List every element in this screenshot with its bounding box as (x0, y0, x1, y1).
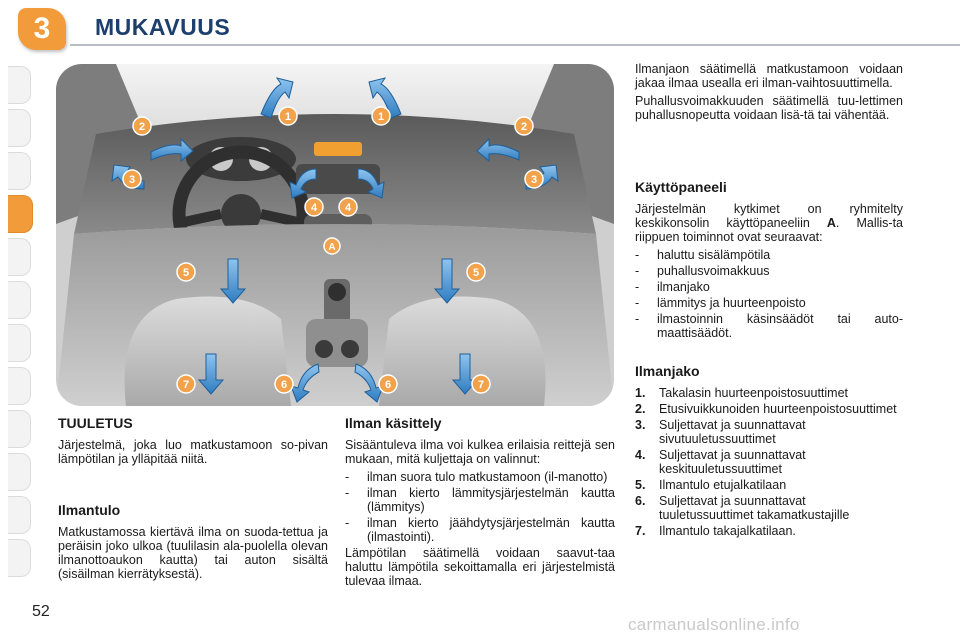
callout-5-left (177, 263, 195, 281)
callout-label: 1 (284, 111, 292, 123)
side-tab-1[interactable] (8, 66, 31, 104)
callout-6-left (275, 375, 293, 393)
text-tuuletus: Järjestelmä, joka luo matkustamoon so-pivan lämpötilan ja ylläpitää niitä. (58, 438, 328, 466)
list-item: 5. Ilmantulo etujalkatilaan (635, 478, 787, 492)
callout-label: A (328, 242, 336, 253)
heading-tuuletus: TUULETUS (58, 415, 133, 431)
callout-4-left (305, 198, 323, 216)
text-kayttopaneeli-intro: Järjestelmän kytkimet on ryhmitelty keskikonsolin käyttöpaneeliin A. Mallis-ta riippuen toiminnot ovat seuraavat: (635, 202, 903, 244)
callout-label: 5 (472, 267, 480, 279)
text-ilman-kasittely-outro: Lämpötilan säätimellä voidaan saavut-taa haluttu lämpötila sekoittamalla eri järjestelmistä tulevaa ilmaa. (345, 546, 615, 588)
callout-5-right (467, 263, 485, 281)
callout-label: 2 (520, 121, 528, 133)
callout-label: 1 (377, 111, 385, 123)
side-tab-11[interactable] (8, 496, 31, 534)
gear-knob (328, 283, 346, 301)
chapter-number: 3 (33, 12, 51, 45)
watermark: carmanualsonline.info (628, 615, 800, 634)
side-tab-3[interactable] (8, 152, 31, 190)
side-tab-9[interactable] (8, 410, 31, 448)
callout-label: 6 (280, 379, 288, 391)
list-item: 1. Takalasin huurteenpoistosuuttimet (635, 386, 849, 400)
side-tab-10[interactable] (8, 453, 31, 491)
rear-vent-right (341, 340, 359, 358)
list-item: - ilman suora tulo matkustamoon (il-manotto) (345, 470, 608, 484)
list-item: - ilmanjako (635, 280, 710, 294)
list-item: - ilman kierto jäähdytysjärjestelmän kautta (ilmastointi). (345, 516, 615, 544)
text-puhallusvoimakkuus: Puhallusvoimakkuuden säätimellä tuu-lettimen puhallusnopeutta voidaan lisä-tä tai vähentää. (635, 94, 903, 122)
heading-kayttopaneeli: Käyttöpaneeli (635, 179, 727, 195)
list-kayttopaneeli (635, 248, 903, 340)
callout-3-right (525, 170, 543, 188)
callout-1-left (279, 107, 297, 125)
side-tab-8[interactable] (8, 367, 31, 405)
callout-3-left (123, 170, 141, 188)
list-ilman-kasittely (345, 470, 615, 544)
list-item: - ilman kierto lämmitysjärjestelmän kautta (lämmitys) (345, 486, 615, 514)
text-ilmantulo: Matkustamossa kiertävä ilma on suoda-tettua ja peräisin joko ulkoa (tuulilasin ala-puolella olevan ilmanottoaukon kautta) tai auton sisältä (sisäilman kierrätyksestä). (58, 525, 328, 581)
list-item: - haluttu sisälämpötila (635, 248, 771, 262)
callout-label: 6 (384, 379, 392, 391)
callout-a (324, 238, 340, 254)
side-tab-4-active[interactable] (8, 195, 33, 233)
callout-label: 3 (128, 174, 136, 186)
center-display (314, 142, 362, 156)
side-tab-2[interactable] (8, 109, 31, 147)
list-item: 3. Suljettavat ja suunnattavat sivutuuletussuuttimet (635, 418, 806, 446)
callout-7-left (177, 375, 195, 393)
list-item: 7. Ilmantulo takajalkatilaan. (635, 524, 796, 538)
list-item: - lämmitys ja huurteenpoisto (635, 296, 806, 310)
callout-6-right (379, 375, 397, 393)
list-item: - puhallusvoimakkuus (635, 264, 770, 278)
callout-2-left (133, 117, 151, 135)
list-item: 2. Etusivuikkunoiden huurteenpoistosuuttimet (635, 402, 897, 416)
callout-label: 7 (182, 379, 190, 391)
heading-ilmanjako: Ilmanjako (635, 363, 700, 379)
callout-label: 4 (344, 202, 352, 214)
callout-7-right (472, 375, 490, 393)
text-ilman-kasittely-intro: Sisääntuleva ilma voi kulkea erilaisia reittejä sen mukaan, mitä kuljettaja on valinnut: (345, 438, 615, 466)
list-item: 6. Suljettavat ja suunnattavat tuuletussuuttimet takamatkustajille (635, 494, 850, 522)
list-item: 4. Suljettavat ja suunnattavat keskituuletussuuttimet (635, 448, 806, 476)
callout-1-right (372, 107, 390, 125)
section-ilmantulo (58, 503, 328, 585)
header-divider (70, 44, 960, 46)
side-tab-12[interactable] (8, 539, 31, 577)
callout-label: 3 (530, 174, 538, 186)
list-ilmanjako (635, 386, 903, 538)
callout-label: 7 (477, 379, 485, 391)
callout-label: 5 (182, 267, 190, 279)
section-right-intro (635, 62, 903, 126)
section-ilmanjako (635, 364, 903, 540)
chapter-badge (18, 8, 66, 50)
interior-drawing (56, 64, 614, 406)
chapter-side-tabs (0, 66, 32, 582)
callout-label: 2 (138, 121, 146, 133)
heading-ilmantulo: Ilmantulo (58, 502, 121, 518)
rear-console (306, 319, 368, 367)
callout-2-right (515, 117, 533, 135)
page-title: MUKAVUUS (95, 14, 231, 40)
callout-label: 4 (310, 202, 318, 214)
side-tab-7[interactable] (8, 324, 31, 362)
list-item: - ilmastoinnin käsinsäädöt tai auto-maattisäädöt. (635, 312, 903, 340)
section-ilman-kasittely (345, 416, 615, 592)
side-tab-6[interactable] (8, 281, 31, 319)
text-ilmanjaon-saadin: Ilmanjaon säätimellä matkustamoon voidaan jakaa ilmaa usealla eri ilman-vaihtosuuttimella. (635, 62, 903, 90)
section-tuuletus (58, 416, 328, 470)
interior-ventilation-illustration (56, 64, 614, 406)
page-number: 52 (32, 603, 50, 620)
heading-ilman-kasittely: Ilman käsittely (345, 415, 442, 431)
callout-4-right (339, 198, 357, 216)
rear-vent-left (315, 340, 333, 358)
section-kayttopaneeli (635, 180, 903, 342)
side-tab-5[interactable] (8, 238, 31, 276)
